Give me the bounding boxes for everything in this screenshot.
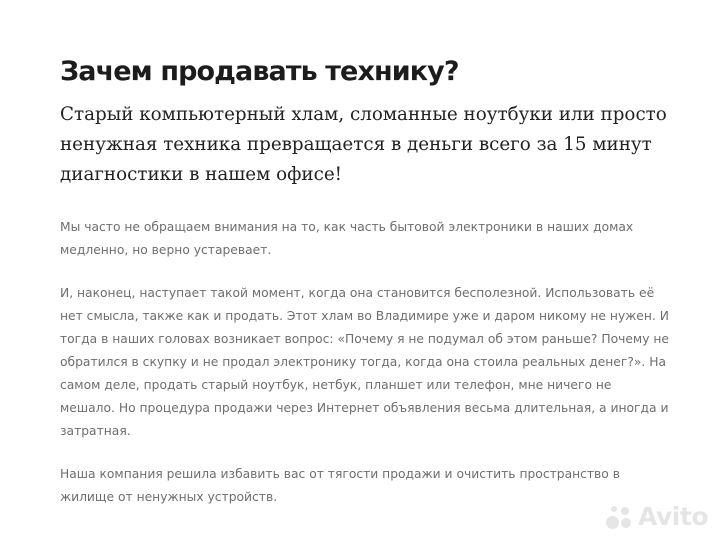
article-title: Зачем продавать технику? <box>60 56 459 87</box>
article-paragraph: Наша компания решила избавить вас от тягости продажи и очистить пространство в жилище от ненужных устройств. <box>60 467 620 504</box>
avito-watermark <box>606 504 708 530</box>
article-paragraph: Мы часто не обращаем внимания на то, как часть бытовой электроники в наших домах медленно, но верно устаревает. <box>60 220 634 257</box>
article-paragraph: И, наконец, наступает такой момент, когда она становится бесполезной. Использовать её нет смысла, также как и продать. Этот хлам во Владимире уже и даром никому не нужен. И тогда в наших головах возникает вопрос: «Почему я не подумал об этом раньше? Почему не обратился в скупку и не продал электронику тогда, когда она стоила реальных денег?». На самом деле, продать старый ноутбук, нетбук, планшет или телефон, мне ничего не мешало. Но процедура продажи через Интернет объявления весьма длительная, а иногда и затратная. <box>60 286 670 438</box>
watermark-text: Avito <box>638 502 708 531</box>
avito-dots-icon <box>606 504 634 530</box>
article <box>60 52 670 529</box>
article-lead: Старый компьютерный хлам, сломанные ноутбуки или просто ненужная техника превращается в деньги всего за 15 минут диагностики в нашем офисе! <box>60 104 667 185</box>
